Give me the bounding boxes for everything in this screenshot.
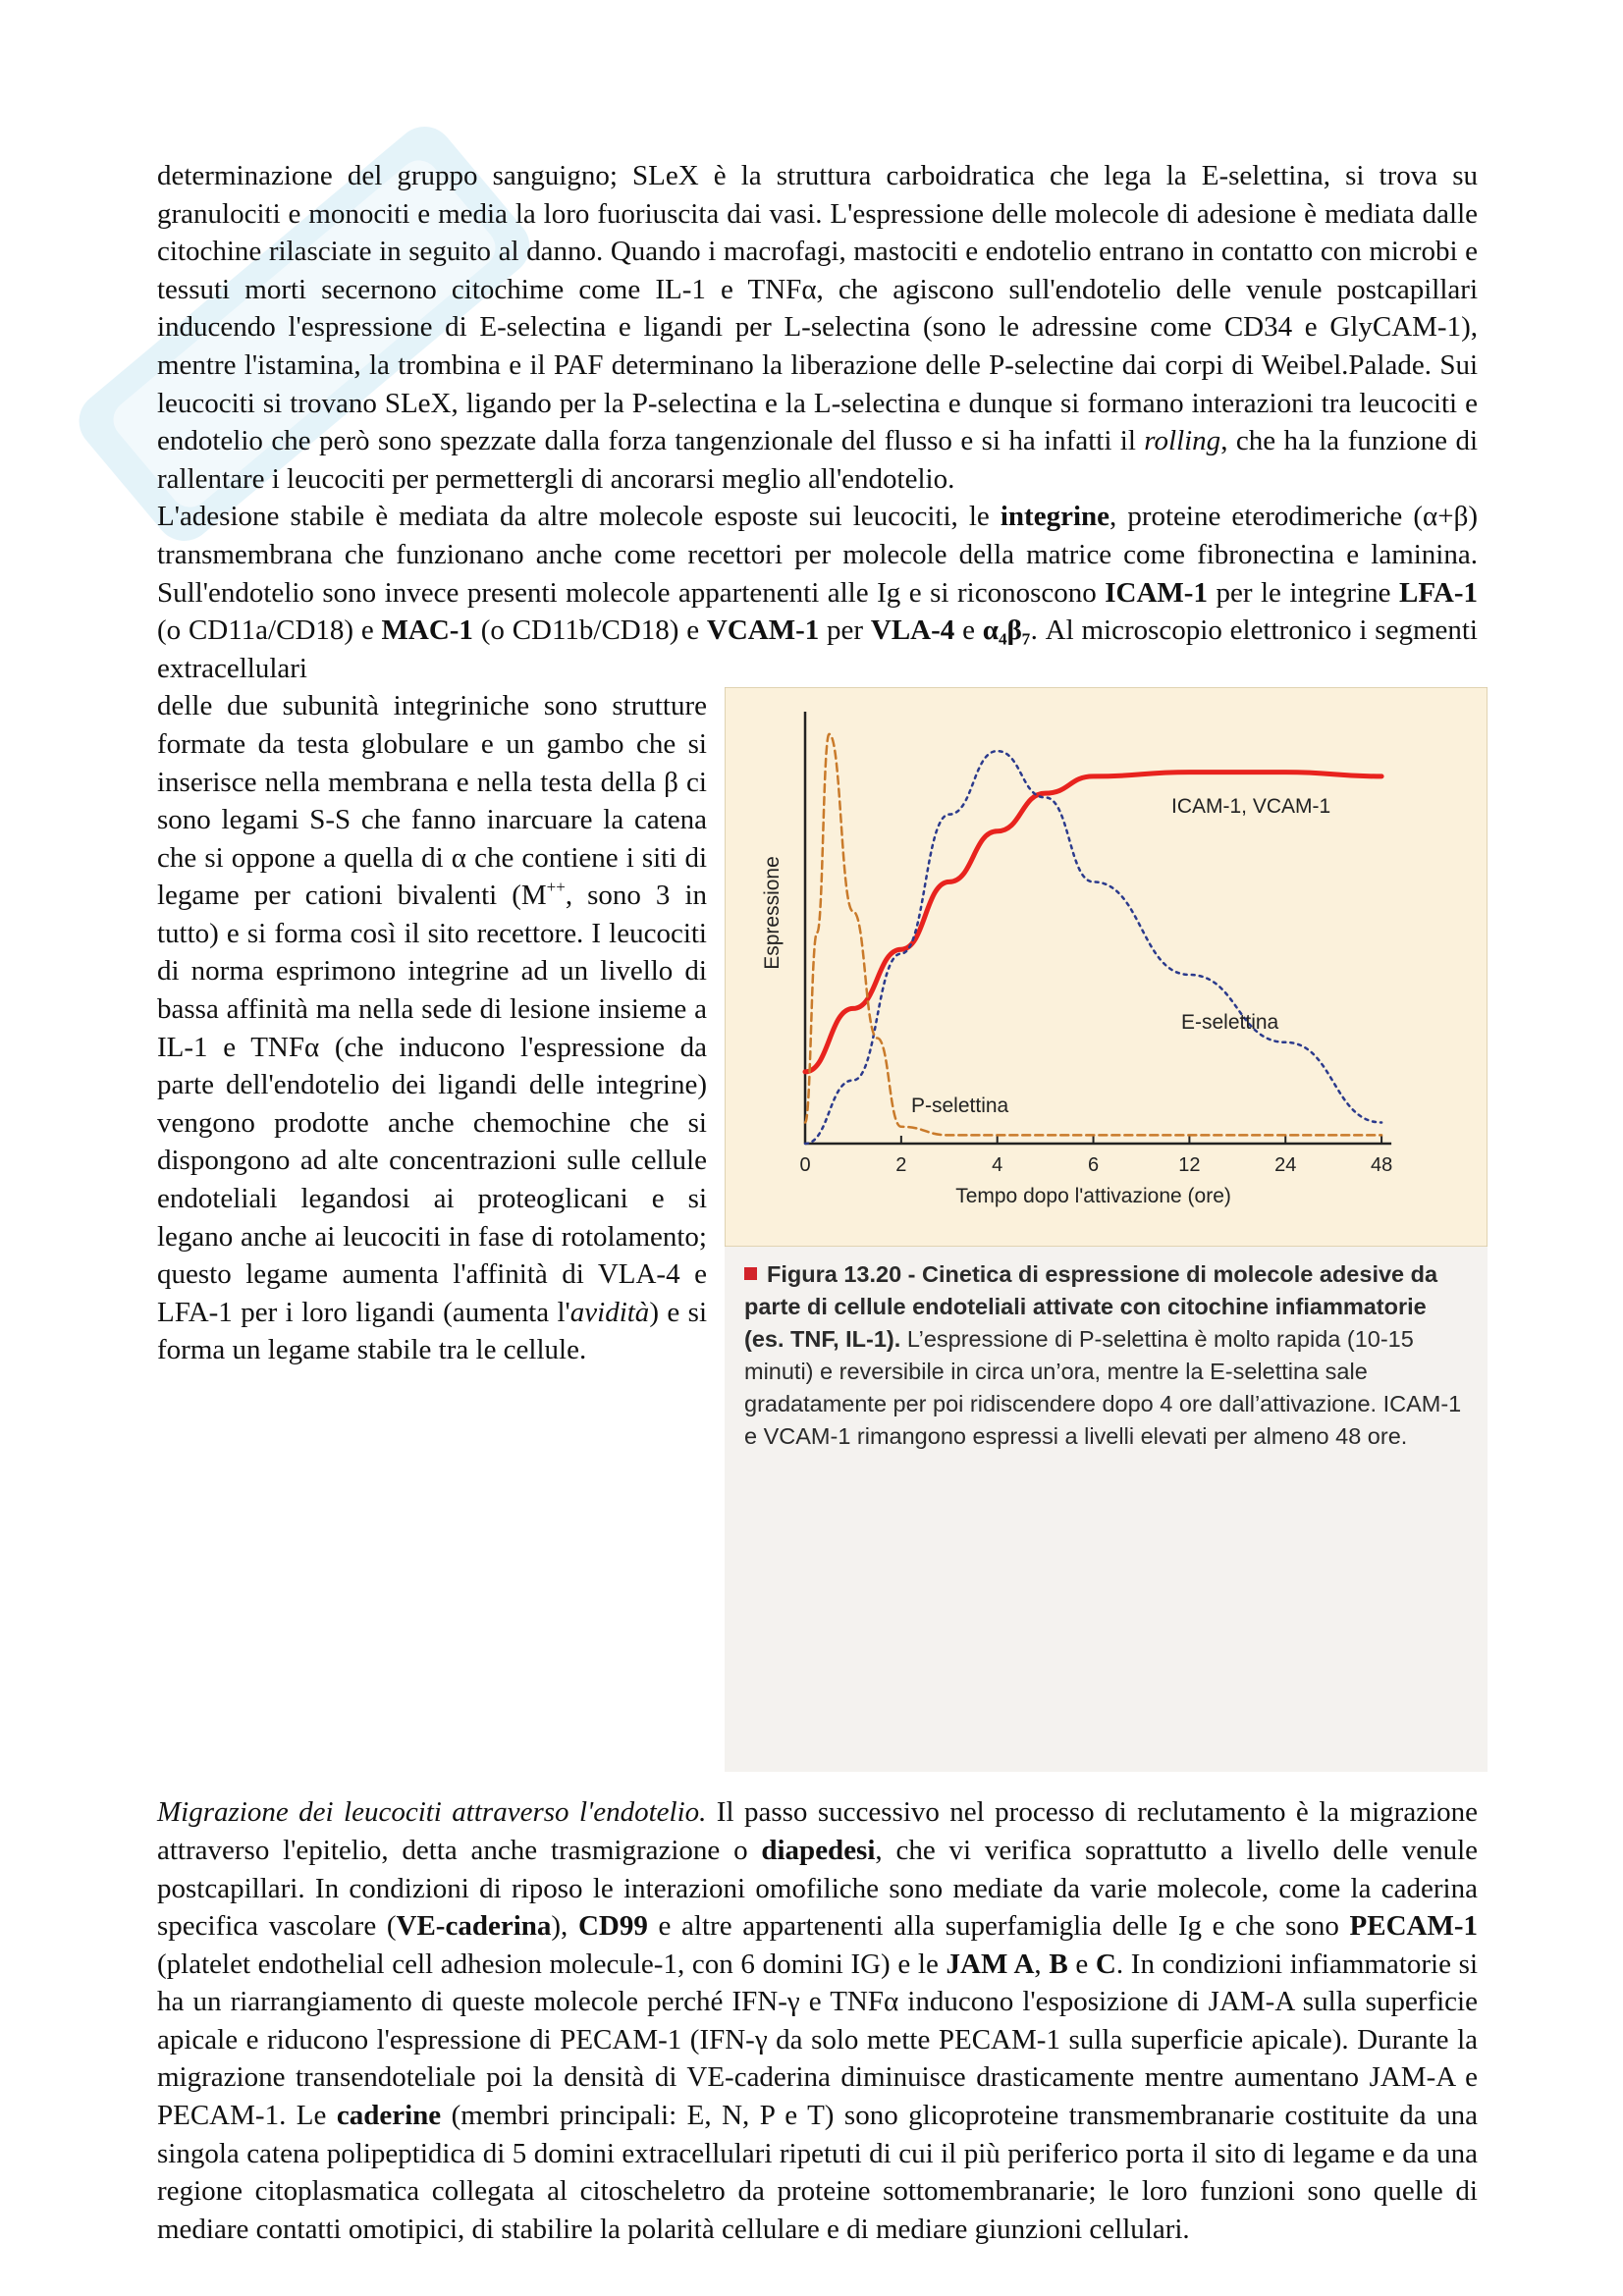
paragraph-stable-adhesion [157, 498, 1478, 687]
text-run: VLA-4 [870, 614, 955, 647]
text-run: . Al microscopio elettronico i segmenti extracellulari [157, 614, 1478, 684]
text-run: ) e si forma un legame stabile tra le cellule. [157, 1296, 708, 1366]
text-run: , [1034, 1948, 1050, 1980]
x-tick-label: 24 [1274, 1154, 1297, 1177]
caption-body: L’espressione di P-selettina è molto rapida (10-15 minuti) e reversibile in circa un’ora, mentre la E-selettina sale gradatamente per poi ridiscendere dopo 4 ore dall’attivazione. ICAM-1 e VCAM-1 rimangono espressi a livelli elevati per almeno 48 ore. [744, 1326, 1462, 1450]
text-run: ICAM-1 [1105, 576, 1208, 609]
text-run: rolling [1144, 425, 1221, 457]
text-run: α₄β₇ [982, 614, 1031, 647]
x-tick-label: 6 [1087, 1154, 1100, 1177]
text-run: , che ha la funzione di rallentare i leucociti per permettergli di ancorarsi meglio all'endotelio. [157, 425, 1478, 495]
text-run: , sono 3 in tutto) e si forma così il sito recettore. I leucociti di norma esprimono integrine ad un livello di bassa affinità ma nella sede di lesione insieme a IL-1 e TNFα (che inducono l'espressione da parte dell'endotelio dei ligandi delle integrine) vengono prodotte anche chemochine che si dispongono ad alte concentrazioni sulle cellule endoteliali legandosi ai proteoglicani e si legano anche ai leucociti in fase di rotolamento; questo legame aumenta l'affinità di VLA-4 e LFA-1 per i loro ligandi (aumenta l' [157, 880, 708, 1328]
y-axis-label: Espressione [761, 856, 784, 971]
text-run: diapedesi [761, 1834, 876, 1866]
x-tick-label: 2 [895, 1154, 907, 1177]
text-run: Migrazione dei leucociti attraverso l'endotelio. [157, 1796, 707, 1829]
x-tick-label: 12 [1178, 1154, 1201, 1177]
document-body [157, 157, 1478, 2248]
text-run: CD99 [577, 1910, 648, 1943]
text-run: , proteine eterodimeriche (α+β) transmembrana che funzionano anche come recettori per molecole della matrice come fibronectina e laminina. Sull'endotelio sono invece presenti molecole appartenenti alle Ig e si riconoscono [157, 501, 1478, 609]
text-run: . In condizioni infiammatorie si ha un riarrangiamento di queste molecole perché IFN-γ e TNFα inducono l'esposizione di JAM-A sulla superficie apicale e riducono l'espressione di PECAM-1 (IFN-γ da solo mette PECAM-1 sulla superficie apicale). Durante la migrazione transendoteliale poi la densità di VE-caderina diminuisce drasticamente mentre aumentano JAM-A e PECAM-1. Le [157, 1948, 1479, 2132]
text-run: ++ [546, 878, 566, 897]
caption-marker-icon [744, 1267, 757, 1280]
text-run: (o CD11a/CD18) e [157, 614, 382, 647]
text-run: e [954, 614, 983, 647]
text-run: (membri principali: E, N, P e T) sono glicoproteine transmembranarie costituite da una singola catena polipeptidica di 5 domini extracellulari ripetuti di cui il più periferico porta il sito di legame e da una regione citoplasmatica collegata al citoscheletro da proteine sottomembranarie; le loro funzioni sono quelle di mediare contatti omotipici, di stabilire la polarità cellulare e di mediare giunzioni cellulari. [157, 2100, 1478, 2245]
text-run: e [1067, 1948, 1096, 1980]
series-label: E-selettina [1181, 1011, 1279, 1035]
text-run: LFA-1 [1399, 576, 1479, 609]
text-run: Il passo successivo nel processo di reclutamento è la migrazione attraverso l'epitelio, detta anche trasmigrazione o [157, 1796, 1478, 1866]
text-run: avidità [569, 1296, 650, 1328]
text-run: per [819, 614, 871, 647]
text-run: VCAM-1 [706, 614, 820, 647]
figure-caption [744, 1258, 1466, 1453]
text-run: per le integrine [1207, 576, 1399, 609]
text-run: L'adesione stabile è mediata da altre molecole esposte sui leucociti, le [157, 501, 1001, 533]
text-run: delle due subunità integriniche sono strutture formate da testa globulare e un gambo che si inserisce nella membrana e nella testa della β ci sono legami S-S che fanno inarcuare la catena che si oppone a quella di α che contiene i siti di legame per cationi bivalenti (M [157, 690, 707, 912]
text-run: , che vi verifica soprattutto a livello delle venule postcapillari. In condizioni di riposo le interazioni omofiliche sono mediate da varie molecole, come la caderina specifica vascolare ( [157, 1834, 1478, 1943]
text-run: e altre appartenenti alla superfamiglia delle Ig e che sono [647, 1910, 1350, 1943]
text-run: B [1049, 1948, 1068, 1980]
caption-title: Figura 13.20 - Cinetica di espressione di molecole adesive da parte di cellule endoteliali attivate con citochine infiammatorie (es. TNF, IL-1). [744, 1261, 1438, 1353]
text-run: PECAM-1 [1349, 1910, 1479, 1943]
text-run: MAC-1 [381, 614, 473, 647]
text-run: determinazione del gruppo sanguigno; SLeX è la struttura carboidratica che lega la E-selettina, si trova su granulociti e monociti e media la loro fuoriuscita dai vasi. L'espressione delle molecole di adesione è mediata dalle citochine rilasciate in seguito al danno. Quando i macrofagi, mastociti e endotelio entrano in contatto con microbi e tessuti morti secernono citochime come IL-1 e TNFα, che agiscono sull'endotelio delle venule postcapillari inducendo l'espressione di E-selectina e ligandi per L-selectina (sono le adressine come CD34 e GlyCAM-1), mentre l'istamina, la trombina e il PAF determinano la liberazione delle P-selectine dai corpi di Weibel.Palade. Sui leucociti si trovano SLeX, ligando per la P-selectina e la L-selectina e dunque si formano interazioni tra leucociti e endotelio che però sono spezzate dalla forza tangenzionale del flusso e si ha infatti il [157, 160, 1478, 457]
x-axis-label: Tempo dopo l'attivazione (ore) [955, 1185, 1231, 1208]
series-label: ICAM-1, VCAM-1 [1171, 795, 1331, 819]
text-run: ), [551, 1910, 578, 1943]
paragraph-transmigration [157, 1793, 1478, 2248]
figure-13-20 [725, 687, 1488, 1772]
text-run: VE-caderina [396, 1910, 552, 1943]
paragraph-adhesion-rolling [157, 157, 1478, 498]
text-run: (platelet endothelial cell adhesion molecule-1, con 6 domini IG) e le [157, 1948, 947, 1980]
x-tick-label: 4 [992, 1154, 1003, 1177]
text-run: C [1095, 1948, 1116, 1980]
text-run: (o CD11b/CD18) e [472, 614, 707, 647]
expression-kinetics-chart [725, 687, 1488, 1247]
text-run: JAM A [946, 1948, 1035, 1980]
x-tick-label: 48 [1370, 1154, 1393, 1177]
x-tick-label: 0 [799, 1154, 811, 1177]
series-label: P-selettina [911, 1095, 1009, 1118]
text-run: caderine [336, 2100, 442, 2132]
text-run: integrine [1000, 501, 1110, 533]
